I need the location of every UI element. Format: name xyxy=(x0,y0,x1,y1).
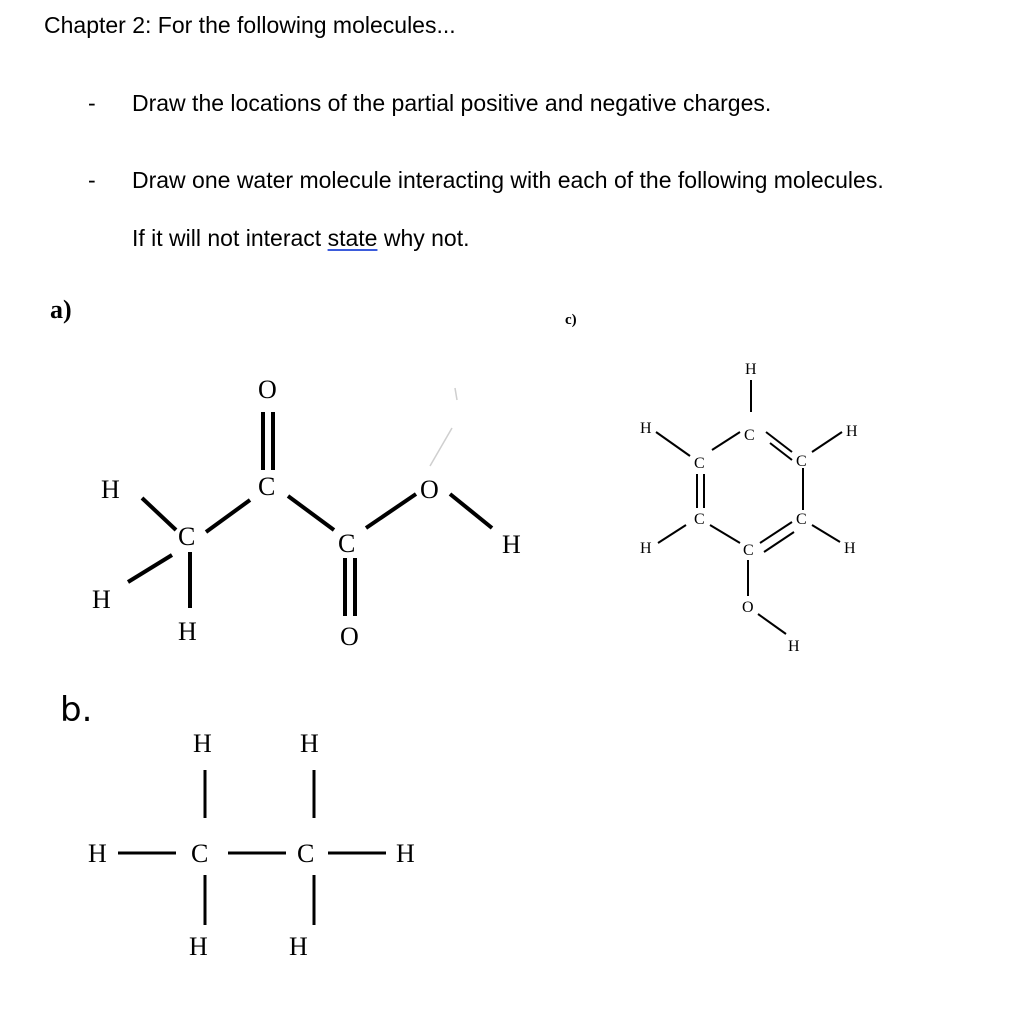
bullet-dash-2: - xyxy=(88,167,96,193)
bond xyxy=(764,532,794,552)
bond xyxy=(450,494,492,528)
atom-h: H xyxy=(640,540,652,557)
atom-h: H xyxy=(92,585,111,614)
faint-pencil-marks xyxy=(430,388,457,466)
atom-o: O xyxy=(340,622,359,651)
instruction-1: Draw the locations of the partial positive and negative charges. xyxy=(132,90,772,116)
bond xyxy=(658,525,686,543)
atom-c: C xyxy=(744,427,755,444)
atom-h: H xyxy=(289,932,308,961)
atom-c: C xyxy=(258,472,276,501)
atom-h: H xyxy=(178,617,197,646)
atom-h: H xyxy=(745,361,757,378)
bond xyxy=(128,555,172,582)
bond xyxy=(710,525,740,543)
atom-c: C xyxy=(338,529,356,558)
atom-o: O xyxy=(742,599,754,616)
atom-c: C xyxy=(694,511,705,528)
atom-h: H xyxy=(396,839,415,868)
atom-c: C xyxy=(796,511,807,528)
underlined-word: state xyxy=(327,225,378,251)
bond xyxy=(812,432,842,452)
bond xyxy=(206,500,250,532)
molecule-a xyxy=(128,412,492,616)
atom-c: C xyxy=(191,839,209,868)
atom-h: H xyxy=(189,932,208,961)
page-heading: Chapter 2: For the following molecules... xyxy=(44,12,456,38)
molecule-c xyxy=(656,380,842,634)
bond xyxy=(770,443,792,460)
bond xyxy=(760,522,792,543)
label-a: a) xyxy=(50,295,72,324)
atom-c: C xyxy=(743,542,754,559)
atom-c: C xyxy=(178,522,196,551)
atom-c: C xyxy=(297,839,315,868)
atom-h: H xyxy=(193,729,212,758)
atom-h: H xyxy=(640,420,652,437)
atom-h: H xyxy=(88,839,107,868)
bond xyxy=(712,432,740,450)
label-c: c) xyxy=(565,312,577,328)
atom-h: H xyxy=(788,638,800,655)
atom-c: C xyxy=(694,455,705,472)
bond xyxy=(758,614,786,634)
label-b: b. xyxy=(60,690,93,730)
bond xyxy=(142,498,176,530)
atom-c: C xyxy=(796,453,807,470)
atom-h: H xyxy=(502,530,521,559)
bond xyxy=(288,496,334,530)
molecule-b xyxy=(118,770,386,925)
bond xyxy=(656,432,690,456)
instruction-2-text: If it will not interact xyxy=(132,225,328,251)
molecule-b-atoms xyxy=(88,729,415,961)
atom-o: O xyxy=(420,475,439,504)
molecule-c-atoms xyxy=(640,361,858,655)
instruction-2-tail: why not. xyxy=(377,225,470,251)
bond xyxy=(812,525,840,542)
atom-h: H xyxy=(846,423,858,440)
atom-o: O xyxy=(258,375,277,404)
atom-h: H xyxy=(300,729,319,758)
bullet-dash-1: - xyxy=(88,90,96,116)
bond xyxy=(366,494,416,528)
instruction-2: Draw one water molecule interacting with each of the following molecules. xyxy=(132,167,884,193)
atom-h: H xyxy=(101,475,120,504)
atom-h: H xyxy=(844,540,856,557)
